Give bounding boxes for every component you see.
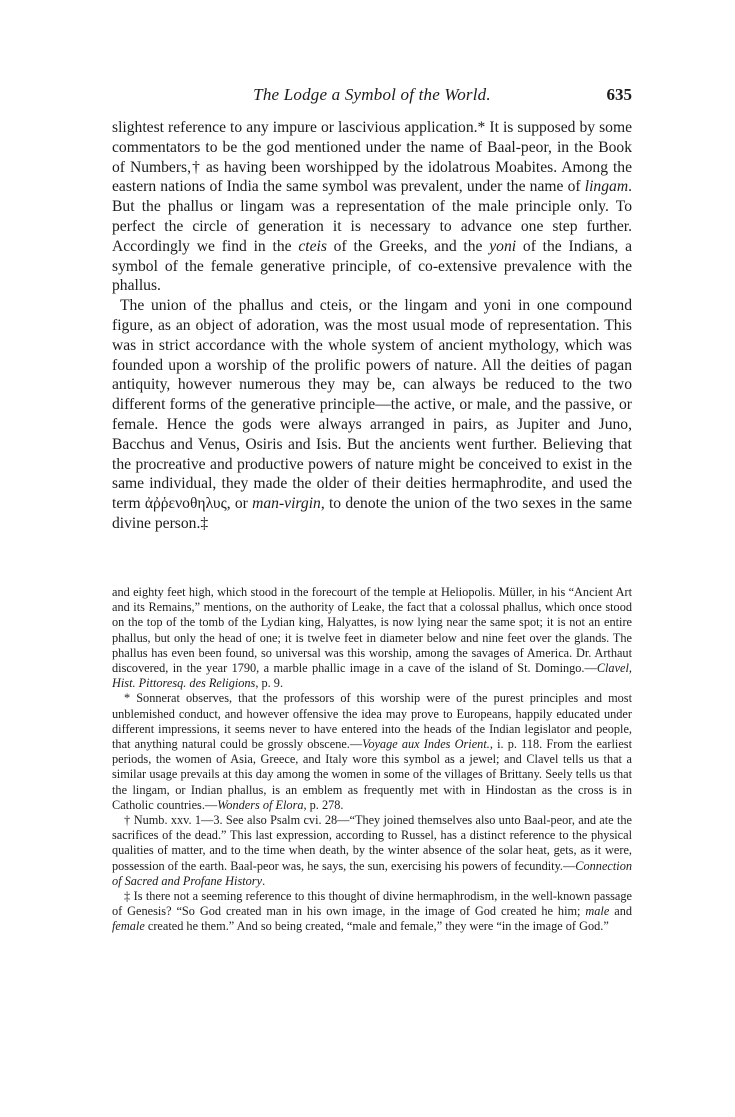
footnote-star [112,691,632,813]
fn-ddagger-male: male [585,904,610,919]
fn-star-citation-1: Voyage aux Indes Orient. [362,737,490,752]
fn-ddagger-female: female [112,919,145,934]
footnote-dagger [112,813,632,889]
footnote-double-dagger [112,889,632,935]
fn-cont-text-a: and eighty feet high, which stood in the forecourt of the temple at Heliopolis. Müller, in his “Ancient Art and its Remains,” mentions, on the authority of Leake, the fact that a colossal phallus, which once stood on the top of the tomb of the Lydian king, Halyattes, is now lying near the same spot; it is not an entire phallus, but only the head of one; it is twelve feet in diameter below and nine feet over the glands. The phallus has even been found, so universal was this worship, among the savages of America. Dr. Arthaut discovered, in the year 1790, a marble phallic image in a cave of the island of St. Domingo.— [112,585,632,676]
term-cteis: cteis [298,237,327,255]
fn-star-text-c: , p. 278. [303,797,344,812]
fn-dagger-text-b: . [262,873,266,888]
fn-dagger-citation: Connection of Sacred and Profane History [112,858,632,888]
footnotes [112,585,632,935]
fn-ddagger-text-b: created he them.” And so being created, “male and female,” they were “in the image of God.” [144,919,609,934]
running-title: The Lodge a Symbol of the World. [253,85,491,104]
fn-ddagger-text-a: ‡ Is there not a seeming reference to this thought of divine hermaphrodism, in the well-known passage of Genesis? “So God created man in his own image, in the image of God created he him; [112,889,632,919]
p1-text-a: slightest reference to any impure or lascivious application.* It is supposed by some commentators to be the god mentioned under the name of Baal-peor, in the Book of Numbers,† as having been worshipped by the idolatrous Moabites. Among the eastern nations of India the same symbol was prevalent, under the name of [112,119,632,196]
paragraph-1 [112,118,632,296]
fn-cont-citation: Clavel, Hist. Pittoresq. des Religions [112,661,632,691]
fn-cont-text-b: , p. 9. [255,676,284,691]
term-yoni: yoni [489,237,517,255]
footnote-continued [112,585,632,691]
p1-text-b: . But the phallus or lingam was a representation of the male principle only. To perfect the circle of generation it is necessary to advance one step further. Accordingly we find in the [112,178,632,255]
p1-text-c: of the Greeks, and the [326,237,490,255]
fn-star-citation-2: Wonders of Elora [217,797,304,812]
p2-text-c: , to denote the union of the two sexes in the same divine person.‡ [112,495,632,532]
fn-dagger-text-a: † Numb. xxv. 1—3. See also Psalm cvi. 28—“They joined themselves also unto Baal-peor, and ate the sacrifices of the dead.” This last expression, according to Russel, has a distinct reference to the physical qualities of matter, and to the time when death, by the winter absence of the solar heat, gets, as it were, possession of the earth. Baal-peor was, he says, the sun, exercising his powers of fecundity.— [112,813,632,873]
p2-text-b: , or [226,495,253,513]
term-lingam: lingam [584,178,629,196]
paragraph-2 [112,296,632,534]
fn-star-text-a: * Sonnerat observes, that the professors of this worship were of the purest principles and most unblemished conduct, and however offensive the idea may prove to Europeans, happily educated under different impressions, it seems never to have entered into the heads of the Indian legislator and people, that anything natural could be grossly obscene.— [112,691,632,752]
running-head [112,84,632,110]
p1-text-d: of the Indians, a symbol of the female generative principle, of co-extensive prevalence with the phallus. [112,237,633,295]
page-number: 635 [606,85,632,104]
fn-ddagger-and: and [609,904,632,919]
fn-star-text-b: , i. p. 118. From the earliest periods, the women of Asia, Greece, and Italy wore this symbol as a jewel; and Clavel tells us that a similar usage prevails at this day among the women in some of the villages of Brittany. Seely tells us that the lingam, or Indian phallus, is an emblem as frequently met with in Hindostan as the cross is in Catholic countries.— [112,737,632,812]
main-text [112,118,632,534]
greek-term: ἀῤῥενοθηλυς [144,495,227,513]
p2-text-a: The union of the phallus and cteis, or the lingam and yoni in one compound figure, as an object of adoration, was the most usual mode of representation. This was in strict accordance with the whole system of ancient mythology, which was founded upon a worship of the prolific powers of nature. All the deities of pagan antiquity, however numerous they may be, can always be reduced to the two different forms of the generative principle—the active, or male, and the passive, or female. Hence the gods were always arranged in pairs, as Jupiter and Juno, Bacchus and Venus, Osiris and Isis. But the ancients went further. Believing that the procreative and productive powers of nature might be conceived to exist in the same individual, they made the older of their deities hermaphrodite, and used the term [112,297,632,513]
term-man-virgin: man-virgin [252,495,321,513]
